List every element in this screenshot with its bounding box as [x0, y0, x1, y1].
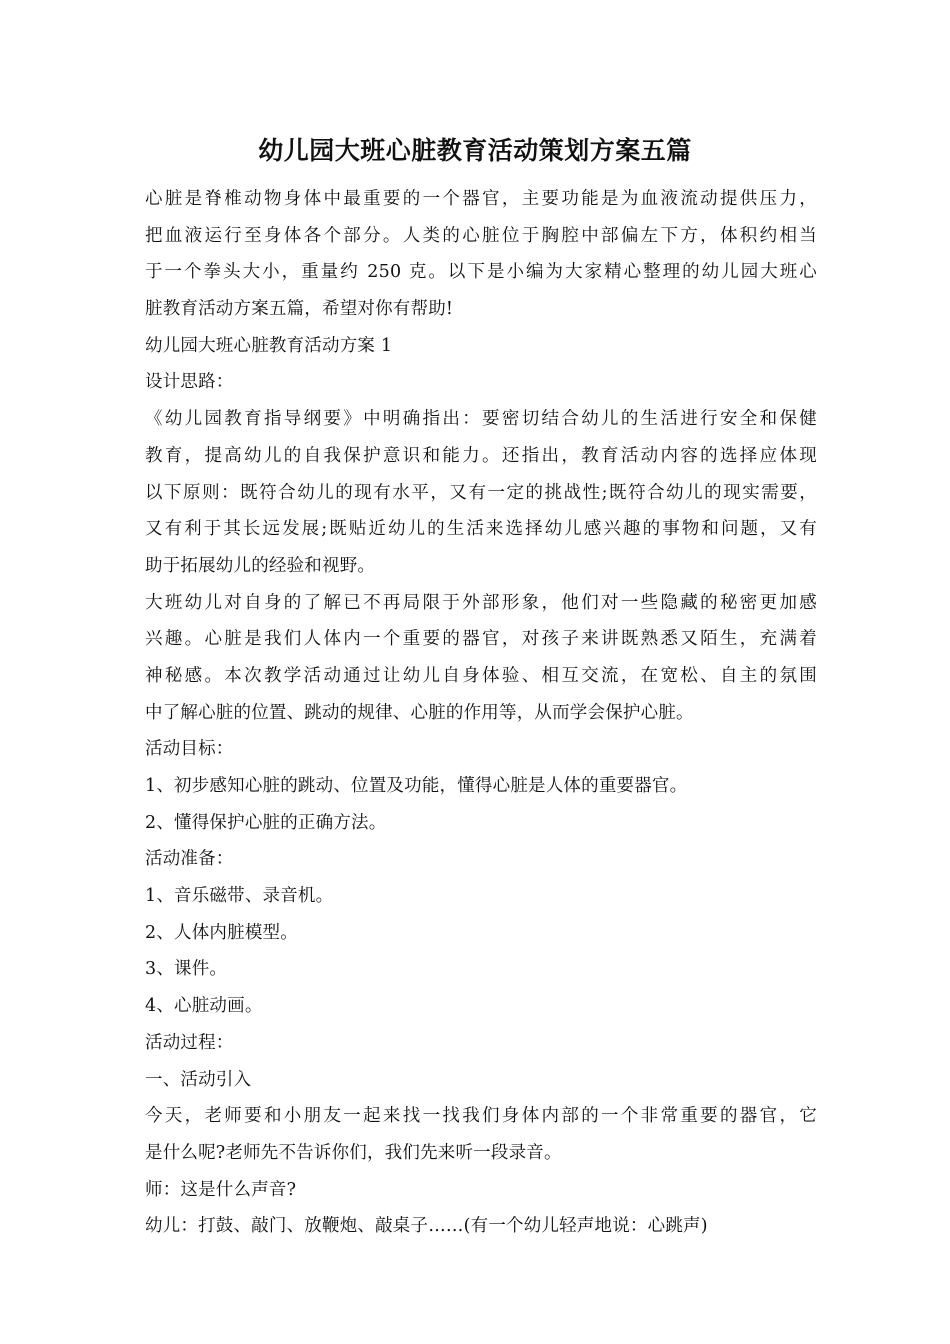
paragraph-line: 《幼儿园教育指导纲要》中明确指出：要密切结合幼儿的生活进行安全和保健 — [145, 409, 817, 430]
paragraph-line: 是什么呢?老师先不告诉你们，我们先来听一段录音。 — [145, 1142, 562, 1163]
paragraph-line: 助于拓展幼儿的经验和视野。 — [145, 555, 376, 576]
paragraph-line: 大班幼儿对自身的了解已不再局限于外部形象，他们对一些隐藏的秘密更加感 — [145, 592, 817, 613]
paragraph-line: 今天，老师要和小朋友一起来找一找我们身体内部的一个非常重要的器官，它 — [145, 1106, 817, 1127]
paragraph-line: 心脏是脊椎动物身体中最重要的一个器官，主要功能是为血液流动提供压力， — [145, 189, 817, 209]
list-item: 3、课件。 — [145, 959, 228, 980]
document-title: 幼儿园大班心脏教育活动策划方案五篇 — [258, 136, 692, 165]
list-item: 4、心脏动画。 — [145, 996, 263, 1017]
document-body — [145, 181, 817, 1245]
section-heading: 一、活动引入 — [145, 1069, 252, 1090]
paragraph-line: 兴趣。心脏是我们人体内一个重要的器官，对孩子来讲既熟悉又陌生，充满着 — [145, 629, 817, 650]
list-item: 2、懂得保护心脏的正确方法。 — [145, 812, 387, 833]
paragraph-line: 于一个拳头大小，重量约 250 克。以下是小编为大家精心整理的幼儿园大班心 — [145, 262, 817, 283]
list-item: 2、人体内脏模型。 — [145, 922, 298, 943]
section-heading: 设计思路： — [145, 372, 234, 393]
dialogue-line: 师：这是什么声音? — [145, 1179, 297, 1200]
paragraph-line: 把血液运行至身体各个部分。人类的心脏位于胸腔中部偏左下方，体积约相当 — [145, 225, 817, 246]
section-heading: 活动准备： — [145, 849, 234, 870]
section-heading: 活动目标： — [145, 739, 234, 760]
list-item: 1、音乐磁带、录音机。 — [145, 886, 334, 907]
paragraph-line: 脏教育活动方案五篇，希望对你有帮助! — [145, 299, 454, 320]
paragraph-line: 又有利于其长远发展;既贴近幼儿的生活来选择幼儿感兴趣的事物和问题，又有 — [145, 519, 817, 540]
list-item: 1、初步感知心脏的跳动、位置及功能，懂得心脏是人体的重要器官。 — [145, 776, 688, 796]
section-heading: 幼儿园大班心脏教育活动方案 1 — [145, 335, 393, 356]
paragraph-line: 神秘感。本次教学活动通过让幼儿自身体验、相互交流，在宽松、自主的氛围 — [145, 665, 817, 686]
paragraph-line: 以下原则：既符合幼儿的现有水平，又有一定的挑战性;既符合幼儿的现实需要， — [145, 482, 817, 503]
paragraph-line: 教育，提高幼儿的自我保护意识和能力。还指出，教育活动内容的选择应体现 — [145, 445, 817, 466]
section-heading: 活动过程： — [145, 1032, 234, 1053]
paragraph-line: 中了解心脏的位置、跳动的规律、心脏的作用等，从而学会保护心脏。 — [145, 702, 694, 723]
dialogue-line: 幼儿：打鼓、敲门、放鞭炮、敲桌子……(有一个幼儿轻声地说：心跳声) — [145, 1216, 708, 1237]
